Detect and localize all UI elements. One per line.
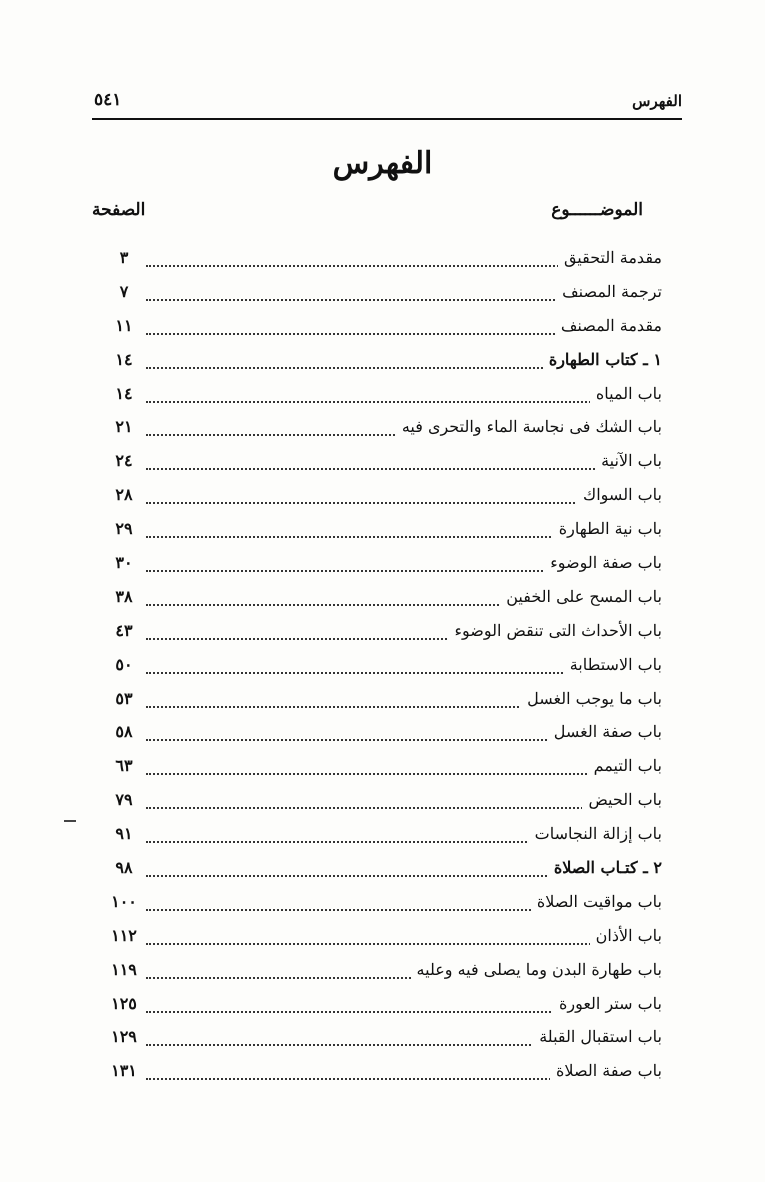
toc-entry [92, 651, 662, 685]
toc-entry [92, 312, 662, 346]
toc-entry-title: باب السواك [577, 485, 662, 504]
running-title: الفهرس [632, 92, 682, 110]
toc-entry-title: باب الأذان [590, 926, 662, 945]
page-title: الفهرس [332, 146, 433, 181]
toc-entry-page: ٢٩ [115, 519, 133, 539]
dot-leader [146, 943, 662, 945]
toc-entry-title: باب إزالة النجاسات [529, 824, 662, 843]
toc-entry-title: باب التيمم [588, 756, 662, 775]
toc-entry-title: باب صفة الوضوء [544, 553, 662, 572]
dot-leader [146, 773, 662, 775]
toc-entry [92, 1023, 662, 1057]
toc-entry [92, 278, 662, 312]
toc-entry-title: باب الأحداث التى تنقض الوضوء [448, 621, 662, 640]
dot-leader [146, 468, 662, 470]
toc-entry-page: ٣٠ [115, 553, 133, 573]
toc-entry-page: ٩١ [115, 824, 133, 844]
toc-entry [92, 413, 662, 447]
toc-entry-page: ١٣١ [111, 1061, 137, 1081]
toc-entry-page: ١١ [115, 315, 133, 335]
toc-entry [92, 617, 662, 651]
column-header-topic: الموضــــــوع [551, 200, 643, 220]
toc-entry-title: باب الحيض [582, 790, 662, 809]
toc-entry [92, 549, 662, 583]
toc-entry-title: باب المسح على الخفين [500, 587, 662, 606]
toc-entry [92, 481, 662, 515]
column-header-page: الصفحة [92, 200, 146, 220]
toc-entry [92, 922, 662, 956]
toc-entry-title: باب الاستطابة [564, 655, 662, 674]
toc-entry [92, 346, 662, 380]
toc-entry-title: ٢ ـ كتـاب الصلاة [548, 858, 662, 877]
toc-entry [92, 786, 662, 820]
toc-entry-title: باب الشك فى نجاسة الماء والتحرى فيه [396, 417, 662, 436]
toc-entry-title: باب طهارة البدن وما يصلى فيه وعليه [411, 960, 662, 979]
toc-entry-page: ١٤ [115, 349, 133, 369]
toc-entry [92, 854, 662, 888]
toc-entry-page: ١٢٩ [111, 1027, 137, 1047]
toc-entry-page: ٢٨ [115, 485, 133, 505]
toc-entry-page: ٥٠ [115, 654, 133, 674]
table-of-contents [92, 244, 662, 1091]
toc-entry [92, 956, 662, 990]
toc-entry [92, 380, 662, 414]
toc-entry-title: باب نية الطهارة [553, 519, 662, 538]
toc-entry-title: باب صفة الغسل [548, 722, 662, 741]
toc-entry [92, 752, 662, 786]
toc-entry-page: ٧ [119, 281, 129, 301]
toc-entry-title: مقدمة المصنف [555, 316, 662, 335]
toc-entry-title: مقدمة التحقيق [558, 248, 662, 267]
toc-entry [92, 447, 662, 481]
toc-entry-title: باب الآنية [595, 451, 662, 470]
toc-entry-page: ٩٨ [115, 858, 133, 878]
dot-leader [146, 401, 662, 403]
toc-entry [92, 820, 662, 854]
toc-entry-page: ٢٤ [115, 451, 133, 471]
toc-entry-page: ١١٢ [111, 925, 137, 945]
toc-entry-title: باب مواقيت الصلاة [531, 892, 662, 911]
toc-entry-title: باب ستر العورة [553, 994, 662, 1013]
toc-entry [92, 685, 662, 719]
toc-entry-page: ١٤ [115, 383, 133, 403]
toc-entry-page: ٣٨ [115, 586, 133, 606]
toc-entry [92, 515, 662, 549]
toc-entry-title: باب صفة الصلاة [550, 1061, 662, 1080]
toc-entry-page: ١١٩ [111, 959, 137, 979]
toc-entry-title: باب المياه [590, 384, 662, 403]
toc-entry-title: باب ما يوجب الغسل [521, 689, 662, 708]
toc-entry [92, 244, 662, 278]
toc-entry-page: ٤٣ [115, 620, 133, 640]
toc-entry-page: ٢١ [115, 417, 133, 437]
toc-entry-page: ١٢٥ [111, 993, 137, 1013]
toc-entry-page: ١٠٠ [111, 891, 137, 911]
toc-entry [92, 1057, 662, 1091]
toc-entry-title: باب استقبال القبلة [533, 1027, 662, 1046]
margin-mark [64, 820, 76, 822]
running-header [92, 88, 682, 120]
toc-entry [92, 583, 662, 617]
toc-entry-page: ٣ [119, 248, 129, 267]
toc-entry [92, 888, 662, 922]
toc-entry-page: ٥٨ [115, 722, 133, 742]
toc-entry-title: ١ ـ كتاب الطهارة [543, 350, 662, 369]
toc-entry-page: ٧٩ [115, 790, 133, 810]
toc-entry-page: ٥٣ [115, 688, 133, 708]
page-number: ٥٤١ [94, 90, 122, 110]
toc-entry-title: ترجمة المصنف [556, 282, 662, 301]
toc-entry-page: ٦٣ [115, 756, 133, 776]
toc-entry [92, 718, 662, 752]
toc-entry [92, 990, 662, 1024]
